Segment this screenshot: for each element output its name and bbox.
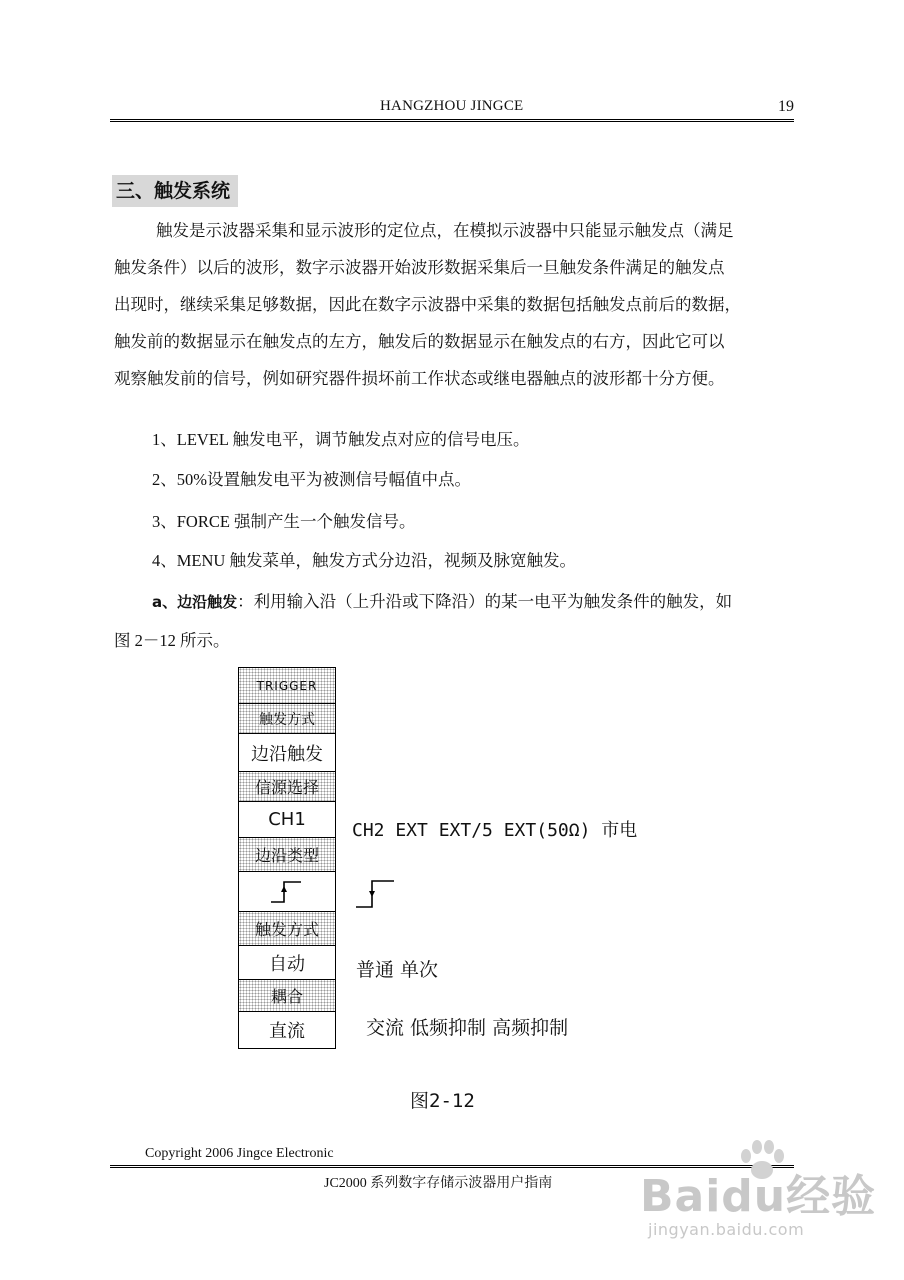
footer-title: JC2000 系列数字存储示波器用户指南 xyxy=(324,1176,553,1191)
list-item-menu: 4、MENU 触发菜单，触发方式分边沿，视频及脉宽触发。 xyxy=(152,551,576,570)
intro-line: 出现时，继续采集足够数据，因此在数字示波器中采集的数据包括触发点前后的数据， xyxy=(114,295,741,314)
rising-edge-icon xyxy=(267,878,307,906)
source-options: CH2 EXT EXT/5 EXT(50Ω) 市电 xyxy=(352,820,638,841)
intro-line: 触发是示波器采集和显示波形的定位点，在模拟示波器中只能显示触发点（满足 xyxy=(156,221,734,240)
menu-header-source: 信源选择 xyxy=(239,772,335,802)
falling-edge-icon xyxy=(354,877,398,916)
baidu-watermark xyxy=(640,1140,880,1250)
edge-trigger-line xyxy=(152,588,732,612)
menu-value-trigger-type: 边沿触发 xyxy=(239,734,335,772)
edge-trigger-text: ：利用输入沿（上升沿或下降沿）的某一电平为触发条件的触发，如 xyxy=(237,592,733,611)
list-item-50pct: 2、50%设置触发电平为被测信号幅值中点。 xyxy=(152,470,471,489)
header-rule xyxy=(110,119,794,120)
menu-header-slope: 边沿类型 xyxy=(239,838,335,872)
watermark-logo: Baidu经验 xyxy=(640,1171,877,1222)
mode-options: 普通 单次 xyxy=(356,959,439,981)
section-title: 三、触发系统 xyxy=(112,175,238,207)
menu-value-sweep: 自动 xyxy=(239,946,335,980)
menu-header-trigger-type: 触发方式 xyxy=(239,704,335,734)
intro-paragraph xyxy=(114,212,794,397)
menu-value-slope xyxy=(239,872,335,912)
menu-value-source: CH1 xyxy=(239,802,335,838)
intro-line: 触发前的数据显示在触发点的左方，触发后的数据显示在触发点的右方，因此它可以 xyxy=(114,332,725,351)
coupling-options: 交流 低频抑制 高频抑制 xyxy=(366,1017,569,1039)
page-number: 19 xyxy=(778,98,794,115)
trigger-menu xyxy=(238,667,336,1049)
menu-title-trigger: TRIGGER xyxy=(239,668,335,704)
figure-caption: 图2-12 xyxy=(410,1090,475,1112)
list-item-level: 1、LEVEL 触发电平，调节触发点对应的信号电压。 xyxy=(152,430,530,449)
list-item-force: 3、FORCE 强制产生一个触发信号。 xyxy=(152,512,416,531)
header-rule-2 xyxy=(110,121,794,122)
edge-trigger-label: a、边沿触发 xyxy=(152,593,238,611)
intro-line: 观察触发前的信号，例如研究器件损坏前工作状态或继电器触点的波形都十分方便。 xyxy=(114,369,725,388)
menu-header-coupling: 耦合 xyxy=(239,980,335,1012)
edge-trigger-line-2: 图 2－12 所示。 xyxy=(114,631,230,650)
footer-copyright: Copyright 2006 Jingce Electronic xyxy=(145,1146,334,1161)
watermark-url: jingyan.baidu.com xyxy=(648,1220,805,1239)
intro-line: 触发条件）以后的波形，数字示波器开始波形数据采集后一旦触发条件满足的触发点 xyxy=(114,258,725,277)
menu-value-coupling: 直流 xyxy=(269,1021,305,1042)
menu-header-sweep: 触发方式 xyxy=(239,912,335,946)
header-title: HANGZHOU JINGCE xyxy=(380,98,524,114)
